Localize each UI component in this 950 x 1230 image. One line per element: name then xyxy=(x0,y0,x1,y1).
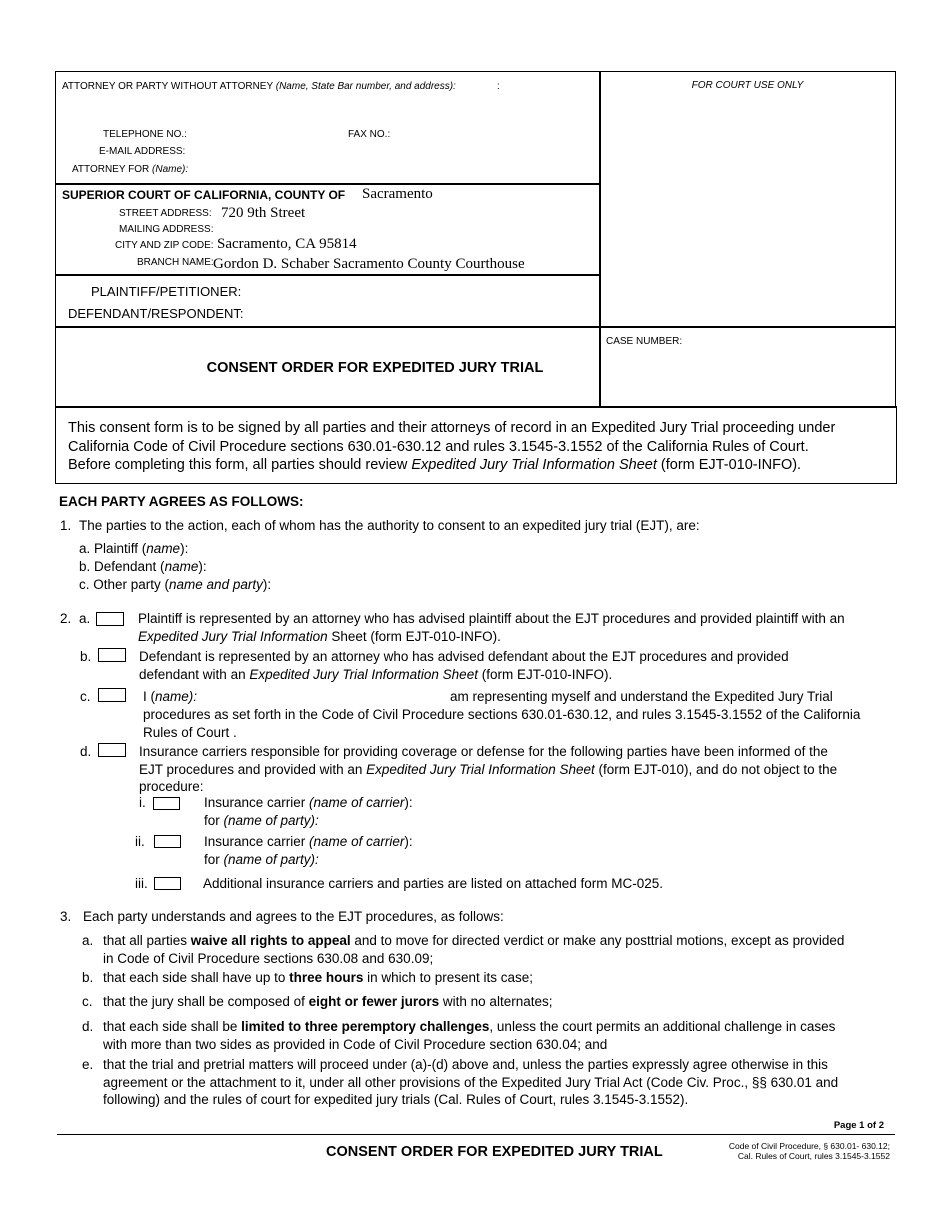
branch-value[interactable]: Gordon D. Schaber Sacramento County Courthouse xyxy=(213,256,525,272)
street-label: STREET ADDRESS: xyxy=(119,208,212,219)
case-number-label: CASE NUMBER: xyxy=(606,336,683,347)
item2-d-checkbox[interactable] xyxy=(98,743,126,757)
court-label: SUPERIOR COURT OF CALIFORNIA, COUNTY OF xyxy=(62,188,346,202)
item2-d-i-carrier: Insurance carrier (name of carrier): xyxy=(204,795,413,810)
item2-a-checkbox[interactable] xyxy=(96,612,124,626)
telephone-label: TELEPHONE NO.: xyxy=(103,129,187,140)
footer-rule xyxy=(57,1134,895,1135)
item2-d-iii-text: Additional insurance carriers and parties are listed on attached form MC-025. xyxy=(203,876,663,891)
other-party-field[interactable] xyxy=(290,574,814,594)
item3-d-text: that each side shall be limited to three peremptory challenges, unless the court permits an additional challenge in cases with more than two sides as provided in Code of Civil Procedure section 630.04; and xyxy=(103,1019,836,1052)
branch-label: BRANCH NAME: xyxy=(137,257,214,268)
plaintiff-name-field[interactable] xyxy=(205,538,809,558)
item2-num: 2. xyxy=(60,611,72,626)
agree-heading: EACH PARTY AGREES AS FOLLOWS: xyxy=(59,494,304,509)
footer-title: CONSENT ORDER FOR EXPEDITED JURY TRIAL xyxy=(326,1144,663,1160)
item2-c-line2: procedures as set forth in the Code of Civil Procedure sections 630.01-630.12, and rules 3.1545-3.1552 of the California xyxy=(143,707,861,722)
city-value[interactable]: Sacramento, CA 95814 xyxy=(217,236,357,252)
item3-num: 3. xyxy=(60,909,72,924)
item2-d-ii-carrier: Insurance carrier (name of carrier): xyxy=(204,834,413,849)
carrier-1-party-field[interactable] xyxy=(330,810,734,830)
page-number: Page 1 of 2 xyxy=(833,1120,884,1131)
plaintiff-field[interactable] xyxy=(240,283,594,303)
self-represented-name-field[interactable] xyxy=(205,686,449,706)
street-value[interactable]: 720 9th Street xyxy=(221,205,306,221)
footer-citation: Code of Civil Procedure, § 630.01- 630.12; Cal. Rules of Court, rules 3.1545-3.1552 xyxy=(728,1141,890,1161)
carrier-2-field[interactable] xyxy=(425,831,829,851)
court-use-box xyxy=(599,71,896,328)
item3-text: Each party understands and agrees to the EJT procedures, as follows: xyxy=(83,909,504,924)
item3-e-letter: e. xyxy=(82,1057,94,1072)
email-label: E-MAIL ADDRESS: xyxy=(99,146,186,157)
item3-e-text: that the trial and pretrial matters will proceed under (a)-(d) above and, unless the parties expressly agree otherwise in this agreement or the attachment to it, under all other provisions of the Expedited Jury Trial Act (Code Civ. Proc., §§ 630.01 and following) and the rules of court for expedited jury trials (Cal. Rules of Court, rules 3.1545-3.1552). xyxy=(103,1057,839,1107)
attorney-colon: : xyxy=(497,81,500,92)
plaintiff-label: PLAINTIFF/PETITIONER: xyxy=(91,284,242,299)
carrier-1-field[interactable] xyxy=(425,792,829,812)
item1-num: 1. xyxy=(60,518,72,533)
court-use-label: FOR COURT USE ONLY xyxy=(691,80,804,91)
item2-b-text: Defendant is represented by an attorney who has advised defendant about the EJT procedures and provided defendant with an Expedited Jury Trial Information Sheet (form EJT-010-INFO). xyxy=(139,649,789,682)
defendant-label: DEFENDANT/RESPONDENT: xyxy=(68,306,244,321)
item2-d-ii-checkbox[interactable] xyxy=(154,835,181,848)
item1-c: c. Other party (name and party): xyxy=(79,577,272,592)
defendant-field[interactable] xyxy=(240,305,594,325)
item2-b-letter: b. xyxy=(80,649,92,664)
attorney-label: ATTORNEY OR PARTY WITHOUT ATTORNEY (Name, State Bar number, and address): xyxy=(62,81,456,92)
email-field[interactable] xyxy=(185,142,589,162)
city-label: CITY AND ZIP CODE: xyxy=(115,240,214,251)
item2-d-ii-for: for (name of party): xyxy=(204,852,319,867)
item3-a-text: that all parties waive all rights to appeal and to move for directed verdict or make any posttrial motions, except as provided in Code of Civil Procedure sections 630.08 and 630.09; xyxy=(103,933,845,966)
item1-text: The parties to the action, each of whom has the authority to consent to an expedited jury trial (EJT), are: xyxy=(79,518,700,533)
item2-d-ii-label: ii. xyxy=(135,834,145,849)
mailing-label: MAILING ADDRESS: xyxy=(119,224,214,235)
item3-a-letter: a. xyxy=(82,933,94,948)
item2-c-letter: c. xyxy=(80,689,91,704)
item2-d-i-label: i. xyxy=(139,795,146,810)
item2-d-letter: d. xyxy=(80,744,92,759)
item2-d-iii-label: iii. xyxy=(135,876,148,891)
item2-d-iii-checkbox[interactable] xyxy=(154,877,181,890)
attorney-for-label: ATTORNEY FOR (Name): xyxy=(72,164,189,175)
item2-a-letter: a. xyxy=(79,611,91,626)
defendant-name-field[interactable] xyxy=(205,556,809,576)
attorney-for-field[interactable] xyxy=(185,160,589,180)
item3-b-text: that each side shall have up to three hours in which to present its case; xyxy=(103,970,533,985)
item1-b: b. Defendant (name): xyxy=(79,559,207,574)
item3-c-text: that the jury shall be composed of eight or fewer jurors with no alternates; xyxy=(103,994,553,1009)
form-title: CONSENT ORDER FOR EXPEDITED JURY TRIAL xyxy=(206,360,544,376)
item2-c-name-label: I (name): xyxy=(143,689,198,704)
county-value[interactable]: Sacramento xyxy=(362,186,433,202)
item3-c-letter: c. xyxy=(82,994,93,1009)
item2-c-line1: am representing myself and understand the Expedited Jury Trial xyxy=(450,689,833,704)
item2-d-i-checkbox[interactable] xyxy=(153,797,180,810)
carrier-2-party-field[interactable] xyxy=(330,849,734,869)
item2-a-text: Plaintiff is represented by an attorney who has advised plaintiff about the EJT procedures and provided plaintiff with an Expedited Jury Trial Information Sheet (form EJT-010-INFO). xyxy=(138,611,845,644)
item2-d-i-for: for (name of party): xyxy=(204,813,319,828)
notice-text: This consent form is to be signed by all parties and their attorneys of record in an Expedited Jury Trial proceeding under California Code of Civil Procedure sections 630.01-630.12 and rules 3.1545-3.1552 of the California Rules of Court. Before completing this form, all parties should review Expedited Jury Trial Information Sheet (form EJT-010-INFO). xyxy=(68,420,836,473)
case-number-field[interactable] xyxy=(606,355,890,379)
item3-d-letter: d. xyxy=(82,1019,94,1034)
fax-label: FAX NO.: xyxy=(348,129,391,140)
item2-c-line3: Rules of Court . xyxy=(143,725,237,740)
item1-a: a. Plaintiff (name): xyxy=(79,541,189,556)
item2-c-checkbox[interactable] xyxy=(98,688,126,702)
item3-b-letter: b. xyxy=(82,970,94,985)
item2-b-checkbox[interactable] xyxy=(98,648,126,662)
item2-d-text: Insurance carriers responsible for providing coverage or defense for the following parties have been informed of the EJT procedures and provided with an Expedited Jury Trial Information Sheet (form EJT-010), and do not object to the procedure: xyxy=(139,744,838,794)
